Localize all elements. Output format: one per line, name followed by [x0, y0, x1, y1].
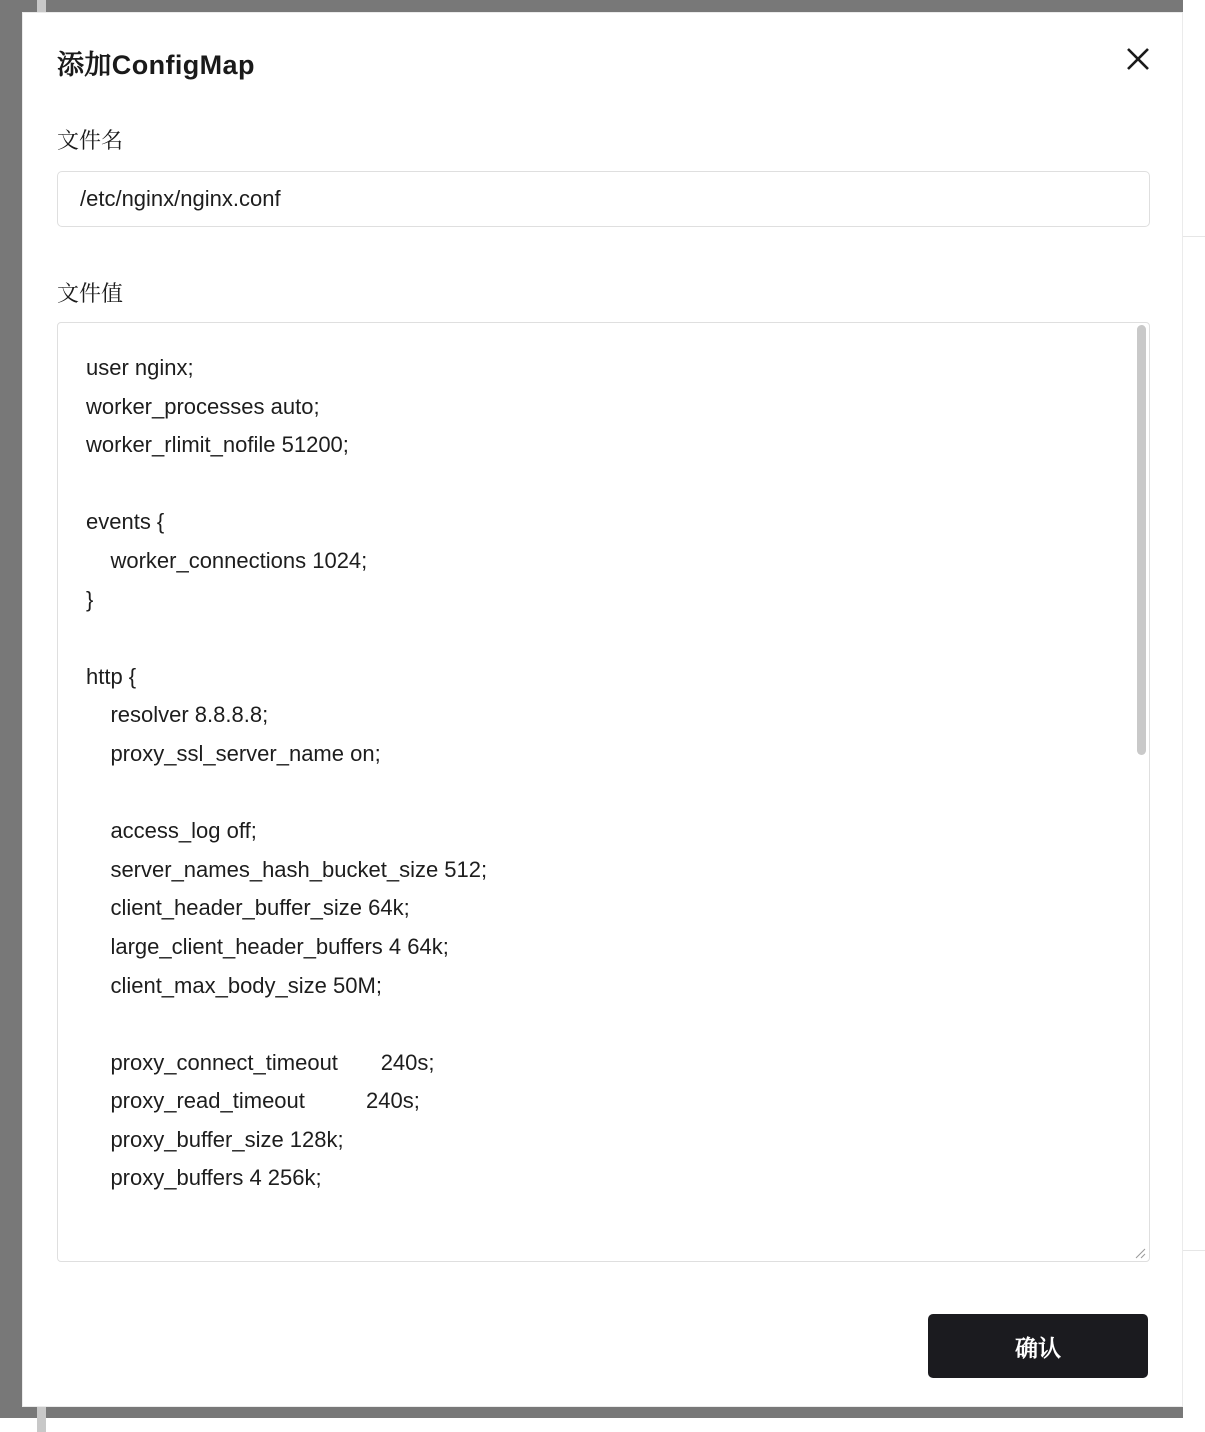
- filevalue-label: 文件值: [57, 281, 124, 306]
- filename-label: 文件名: [57, 128, 124, 153]
- textarea-scrollbar[interactable]: [1137, 325, 1146, 755]
- add-configmap-dialog: [22, 12, 1183, 1407]
- resize-handle-icon[interactable]: [1132, 1245, 1146, 1259]
- background-page-bottom: [0, 1418, 1205, 1432]
- filevalue-textarea[interactable]: [58, 323, 1149, 1261]
- dialog-header: [23, 13, 1182, 82]
- dialog-footer: [23, 1314, 1182, 1378]
- filename-input[interactable]: [57, 171, 1150, 227]
- confirm-button[interactable]: 确认: [928, 1314, 1148, 1378]
- filevalue-container: [57, 322, 1150, 1262]
- dialog-title: 添加ConfigMap: [57, 50, 255, 80]
- background-page: [1183, 0, 1205, 1432]
- close-icon[interactable]: [1120, 41, 1156, 77]
